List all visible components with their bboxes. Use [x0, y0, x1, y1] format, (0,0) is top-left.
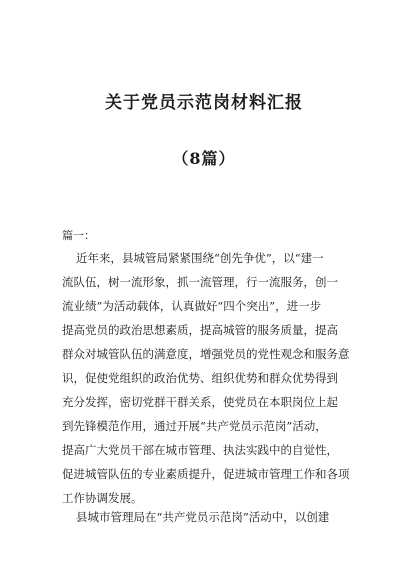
paragraph-line: 到先锋模范作用，通过开展“共产党员示范岗”活动， [62, 419, 327, 433]
paragraph-line: 近年来，县城管局紧紧围绕“创先争优”，以“建一 [76, 251, 324, 265]
paragraph-line: 群众对城管队伍的满意度，增强党员的党性观念和服务意 [62, 347, 350, 361]
paragraph-line: 充分发挥，密切党群干群关系，使党员在本职岗位上起 [62, 395, 338, 409]
section-label: 篇一： [62, 229, 95, 242]
paragraph-1 [62, 246, 362, 510]
paragraph-line: 流业绩”为活动载体，认真做好“四个突出”，进一步 [62, 299, 322, 313]
paragraph-line: 提高党员的政治思想素质，提高城管的服务质量，提高 [62, 323, 338, 337]
paragraph-line: 识，促使党组织的政治优势、组织优势和群众优势得到 [62, 371, 338, 385]
document-subtitle: （8篇） [172, 149, 236, 168]
paragraph-line: 县城市管理局在“共产党员示范岗”活动中，以创建 [76, 510, 330, 524]
section-one [62, 226, 362, 510]
paragraph-line: 促进城管队伍的专业素质提升，促进城市管理工作和各项 [62, 467, 350, 481]
paragraph-line: 工作协调发展。 [62, 491, 143, 505]
paragraph-line: 流队伍，树一流形象，抓一流管理，行一流服务，创一 [62, 275, 338, 289]
document-title: 关于党员示范岗材料汇报 [105, 93, 303, 113]
paragraph-line: 提高广大党员干部在城市管理、执法实践中的自觉性， [62, 443, 338, 457]
paragraph-2 [62, 505, 362, 529]
